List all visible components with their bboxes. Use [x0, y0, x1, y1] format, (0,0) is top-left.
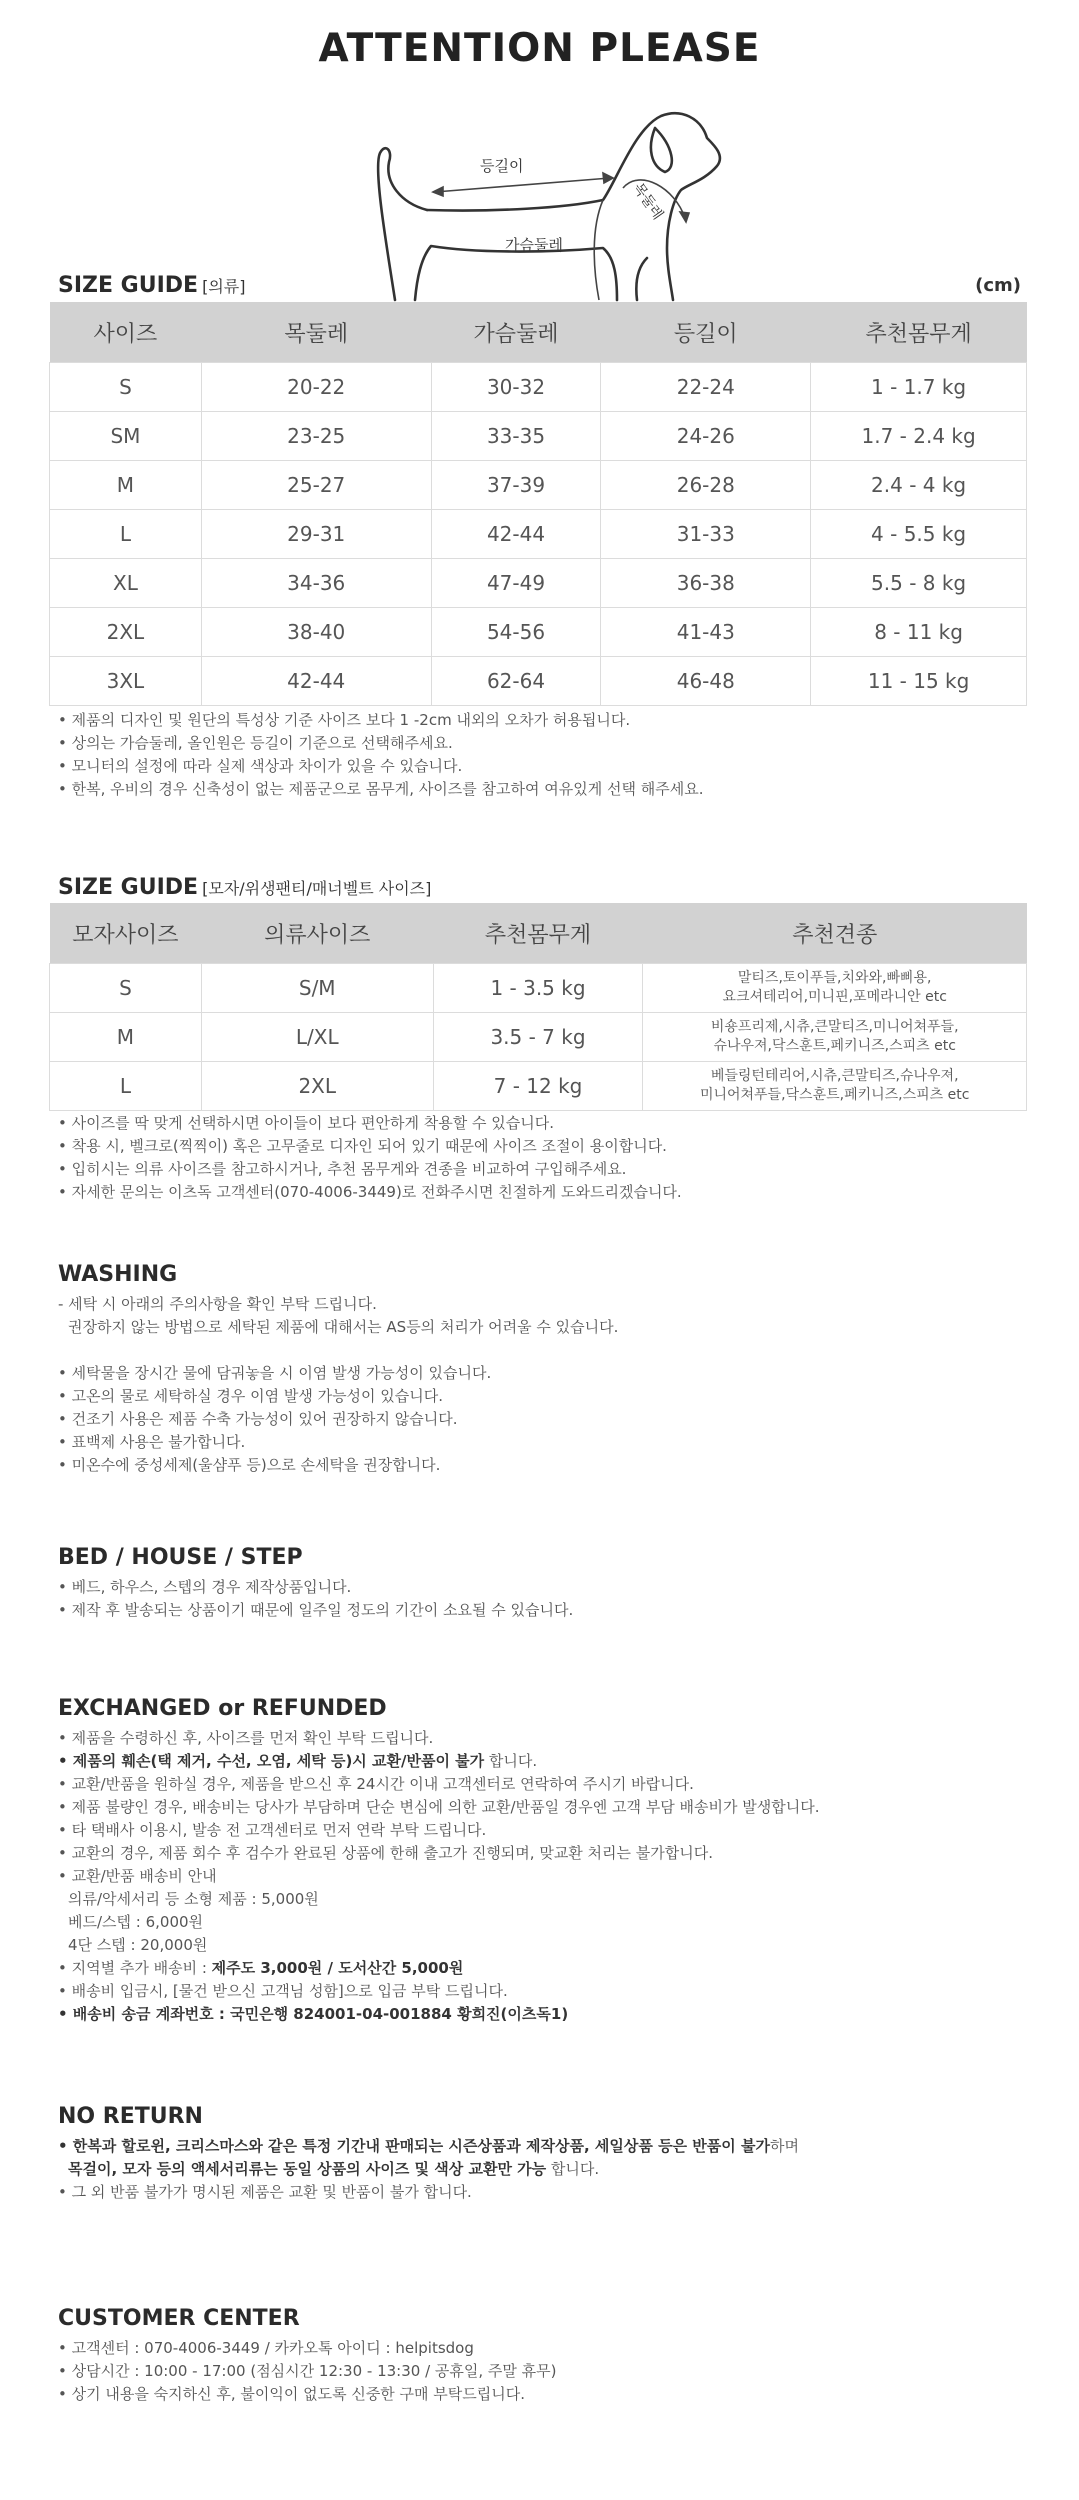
size-guide-acc-header — [58, 875, 1033, 900]
cell-neck: 25-27 — [201, 461, 431, 510]
clothes-size-table — [49, 302, 1027, 706]
cell-back: 26-28 — [601, 461, 811, 510]
cell-breed — [643, 1062, 1027, 1111]
diagram-label-neck: 목둘레 — [629, 180, 666, 223]
table-row — [50, 363, 1027, 412]
cell-neck: 42-44 — [201, 657, 431, 706]
cell-weight: 5.5 - 8 kg — [811, 559, 1027, 608]
cell-back: 22-24 — [601, 363, 811, 412]
header-clothes-size: 의류사이즈 — [201, 903, 433, 964]
cell-clothes-size: S/M — [201, 964, 433, 1013]
header-hat-size: 모자사이즈 — [50, 903, 202, 964]
cell-chest: 62-64 — [431, 657, 601, 706]
cell-clothes-size: L/XL — [201, 1013, 433, 1062]
list-item: • 표백제 사용은 불가합니다. — [58, 1433, 246, 1451]
bed-section — [58, 1545, 1033, 1622]
cell-weight: 1 - 3.5 kg — [433, 964, 643, 1013]
list-item — [58, 2158, 1033, 2181]
bold-text: • 한복과 할로윈, 크리스마스와 같은 특정 기간내 판매되는 시즌상품과 제작상품, 세일상품 등은 반품이 불가 — [58, 2137, 770, 2155]
text: 하며 — [769, 2137, 799, 2155]
header-weight: 추천몸무게 — [433, 903, 643, 964]
list-item: • 교환/반품 배송비 안내 — [58, 1867, 217, 1885]
size-guide-title: SIZE GUIDE — [58, 273, 199, 298]
accessory-size-table — [49, 903, 1027, 1111]
page-title: ATTENTION PLEASE — [318, 26, 761, 71]
list-item: 베드/스텝 : 6,000원 — [68, 1913, 204, 1931]
table-row — [50, 559, 1027, 608]
cell-size: M — [50, 461, 202, 510]
cell-chest: 47-49 — [431, 559, 601, 608]
list-item: • 상의는 가슴둘레, 올인원은 등길이 기준으로 선택해주세요. — [58, 734, 453, 752]
cell-back: 46-48 — [601, 657, 811, 706]
table-row — [50, 1062, 1027, 1111]
cell-neck: 34-36 — [201, 559, 431, 608]
washing-section — [58, 1262, 1033, 1477]
diagram-label-back-length: 등길이 — [480, 157, 524, 175]
cell-size: 3XL — [50, 657, 202, 706]
cell-weight: 2.4 - 4 kg — [811, 461, 1027, 510]
diagram-label-chest: 가슴둘레 — [505, 236, 563, 254]
washing-intro-line: - 세탁 시 아래의 주의사항을 확인 부탁 드립니다. — [58, 1295, 377, 1313]
cell-size: S — [50, 363, 202, 412]
list-item: • 착용 시, 벨크로(찍찍이) 혹은 고무줄로 디자인 되어 있기 때문에 사이즈 조절이 용이합니다. — [58, 1137, 667, 1155]
no-return-section — [58, 2104, 1033, 2204]
list-item: • 상기 내용을 숙지하신 후, 불이익이 없도록 신중한 구매 부탁드립니다. — [58, 2385, 526, 2403]
breed-line: 비숑프리제,시츄,큰말티즈,미니어쳐푸들, — [710, 1019, 959, 1035]
size-guide-acc-title: SIZE GUIDE — [58, 875, 199, 900]
bold-text: 목걸이, 모자 등의 액세서리류는 동일 상품의 사이즈 및 색상 교환만 가능 — [68, 2160, 547, 2178]
cell-back: 24-26 — [601, 412, 811, 461]
table-header-row — [50, 302, 1027, 363]
table-row — [50, 510, 1027, 559]
cell-neck: 20-22 — [201, 363, 431, 412]
cell-hat-size: M — [50, 1013, 202, 1062]
breed-line: 슈나우져,닥스훈트,페키니즈,스피츠 etc — [713, 1038, 956, 1054]
exchange-list — [58, 1727, 1033, 2026]
text: • 지역별 추가 배송비 : — [58, 1959, 212, 1977]
table-row — [50, 964, 1027, 1013]
dog-ear-outline — [651, 128, 672, 172]
cell-weight: 11 - 15 kg — [811, 657, 1027, 706]
list-item: • 고온의 물로 세탁하실 경우 이염 발생 가능성이 있습니다. — [58, 1387, 444, 1405]
header-breed: 추천견종 — [643, 903, 1027, 964]
back-length-arrow — [435, 178, 610, 192]
cell-back: 41-43 — [601, 608, 811, 657]
customer-center-list — [58, 2337, 1033, 2406]
bold-text: 제주도 3,000원 / 도서산간 5,000원 — [211, 1959, 464, 1977]
table-header-row — [50, 903, 1027, 964]
size-guide-subtitle: [의류] — [202, 277, 246, 296]
list-item: • 미온수에 중성세제(울샴푸 등)으로 손세탁을 권장합니다. — [58, 1456, 441, 1474]
cell-chest: 30-32 — [431, 363, 601, 412]
list-item: • 그 외 반품 불가가 명시된 제품은 교환 및 반품이 불가 합니다. — [58, 2183, 472, 2201]
cell-size: XL — [50, 559, 202, 608]
cell-weight: 1 - 1.7 kg — [811, 363, 1027, 412]
cell-neck: 29-31 — [201, 510, 431, 559]
exchange-title: EXCHANGED or REFUNDED — [58, 1696, 387, 1721]
cell-weight: 7 - 12 kg — [433, 1062, 643, 1111]
unit-label: (cm) — [975, 275, 1021, 296]
customer-center-title: CUSTOMER CENTER — [58, 2306, 300, 2331]
list-item — [58, 1957, 1033, 1980]
list-item — [58, 2003, 1033, 2026]
breed-line: 말티즈,토이푸들,치와와,빠삐용, — [737, 970, 932, 986]
table-row — [50, 657, 1027, 706]
cell-weight: 8 - 11 kg — [811, 608, 1027, 657]
table-row — [50, 461, 1027, 510]
table-row — [50, 1013, 1027, 1062]
list-item: • 상담시간 : 10:00 - 17:00 (점심시간 12:30 - 13:30 / 공휴일, 주말 휴무) — [58, 2362, 557, 2380]
washing-intro-line: 권장하지 않는 방법으로 세탁된 제품에 대해서는 AS등의 처리가 어려울 수 있습니다. — [68, 1318, 619, 1336]
cell-chest: 33-35 — [431, 412, 601, 461]
text: 합니다. — [546, 2160, 600, 2178]
list-item: • 한복, 우비의 경우 신축성이 없는 제품군으로 몸무게, 사이즈를 참고하여 여유있게 선택 해주세요. — [58, 780, 704, 798]
size-guide-acc-subtitle: [모자/위생팬티/매너벨트 사이즈] — [202, 879, 432, 898]
text: 합니다. — [484, 1752, 538, 1770]
list-item: • 배송비 입금시, [물건 받으신 고객님 성함]으로 입금 부탁 드립니다. — [58, 1982, 508, 2000]
list-item: • 건조기 사용은 제품 수축 가능성이 있어 권장하지 않습니다. — [58, 1410, 458, 1428]
list-item: • 베드, 하우스, 스텝의 경우 제작상품입니다. — [58, 1578, 352, 1596]
list-item: • 타 택배사 이용시, 발송 전 고객센터로 먼저 연락 부탁 드립니다. — [58, 1821, 487, 1839]
no-return-title: NO RETURN — [58, 2104, 203, 2129]
exchange-section — [58, 1696, 1033, 2026]
cell-hat-size: L — [50, 1062, 202, 1111]
list-item: • 제작 후 발송되는 상품이기 때문에 일주일 정도의 기간이 소요될 수 있습니다. — [58, 1601, 574, 1619]
cell-weight: 4 - 5.5 kg — [811, 510, 1027, 559]
dog-body-outline — [427, 113, 720, 300]
list-item: • 입히시는 의류 사이즈를 참고하시거나, 추천 몸무게와 견종을 비교하여 구입해주세요. — [58, 1160, 627, 1178]
cell-hat-size: S — [50, 964, 202, 1013]
cell-weight: 1.7 - 2.4 kg — [811, 412, 1027, 461]
washing-title: WASHING — [58, 1262, 178, 1287]
cell-breed — [643, 964, 1027, 1013]
size-guide-clothes-header — [58, 273, 1033, 298]
list-item — [58, 2135, 1033, 2158]
bold-text: • 제품의 훼손(택 제거, 수선, 오염, 세탁 등)시 교환/반품이 불가 — [58, 1752, 485, 1770]
cell-chest: 54-56 — [431, 608, 601, 657]
header-weight: 추천몸무게 — [811, 302, 1027, 363]
washing-list — [58, 1362, 1033, 1477]
cell-neck: 38-40 — [201, 608, 431, 657]
header-size: 사이즈 — [50, 302, 202, 363]
cell-chest: 42-44 — [431, 510, 601, 559]
breed-line: 베들링턴테리어,시츄,큰말티즈,슈나우져, — [710, 1068, 959, 1084]
breed-line: 미니어쳐푸들,닥스훈트,페키니즈,스피츠 etc — [699, 1087, 970, 1103]
table-row — [50, 608, 1027, 657]
list-item: • 제품 불량인 경우, 배송비는 당사가 부담하며 단순 변심에 의한 교환/반품일 경우엔 고객 부담 배송비가 발생합니다. — [58, 1798, 820, 1816]
cell-neck: 23-25 — [201, 412, 431, 461]
list-item: • 고객센터 : 070-4006-3449 / 카카오톡 아이디 : helpitsdog — [58, 2339, 474, 2357]
list-item: • 자세한 문의는 이츠독 고객센터(070-4006-3449)로 전화주시면 친절하게 도와드리겠습니다. — [58, 1183, 682, 1201]
breed-line: 요크셔테리어,미니핀,포메라니안 etc — [722, 989, 947, 1005]
bed-list — [58, 1576, 1033, 1622]
list-item: 의류/악세서리 등 소형 제품 : 5,000원 — [68, 1890, 319, 1908]
list-item: • 교환의 경우, 제품 회수 후 검수가 완료된 상품에 한해 출고가 진행되며, 맞교환 처리는 불가합니다. — [58, 1844, 714, 1862]
cell-back: 31-33 — [601, 510, 811, 559]
cell-size: 2XL — [50, 608, 202, 657]
list-item — [58, 1750, 1033, 1773]
header-back-length: 등길이 — [601, 302, 811, 363]
list-item: • 사이즈를 딱 맞게 선택하시면 아이들이 보다 편안하게 착용할 수 있습니다. — [58, 1114, 554, 1132]
bold-text: • 배송비 송금 계좌번호 : 국민은행 824001-04-001884 황희진(이츠독1) — [58, 2005, 569, 2023]
cell-size: SM — [50, 412, 202, 461]
cell-size: L — [50, 510, 202, 559]
accessory-size-notes — [58, 1112, 1033, 1204]
cell-chest: 37-39 — [431, 461, 601, 510]
customer-center-section — [58, 2306, 1033, 2406]
cell-weight: 3.5 - 7 kg — [433, 1013, 643, 1062]
list-item: • 모니터의 설정에 따라 실제 색상과 차이가 있을 수 있습니다. — [58, 757, 463, 775]
cell-back: 36-38 — [601, 559, 811, 608]
cell-clothes-size: 2XL — [201, 1062, 433, 1111]
header-neck: 목둘레 — [201, 302, 431, 363]
list-item: • 세탁물을 장시간 물에 담궈놓을 시 이염 발생 가능성이 있습니다. — [58, 1364, 492, 1382]
table-row — [50, 412, 1027, 461]
list-item: • 교환/반품을 원하실 경우, 제품을 받으신 후 24시간 이내 고객센터로 연락하여 주시기 바랍니다. — [58, 1775, 694, 1793]
cell-breed — [643, 1013, 1027, 1062]
bed-title: BED / HOUSE / STEP — [58, 1545, 303, 1570]
header-chest: 가슴둘레 — [431, 302, 601, 363]
clothes-size-notes — [58, 709, 1033, 801]
no-return-list — [58, 2135, 1033, 2204]
list-item: • 제품을 수령하신 후, 사이즈를 먼저 확인 부탁 드립니다. — [58, 1729, 434, 1747]
list-item: • 제품의 디자인 및 원단의 특성상 기준 사이즈 보다 1 -2cm 내외의 오차가 허용됩니다. — [58, 711, 631, 729]
list-item: 4단 스텝 : 20,000원 — [68, 1936, 208, 1954]
